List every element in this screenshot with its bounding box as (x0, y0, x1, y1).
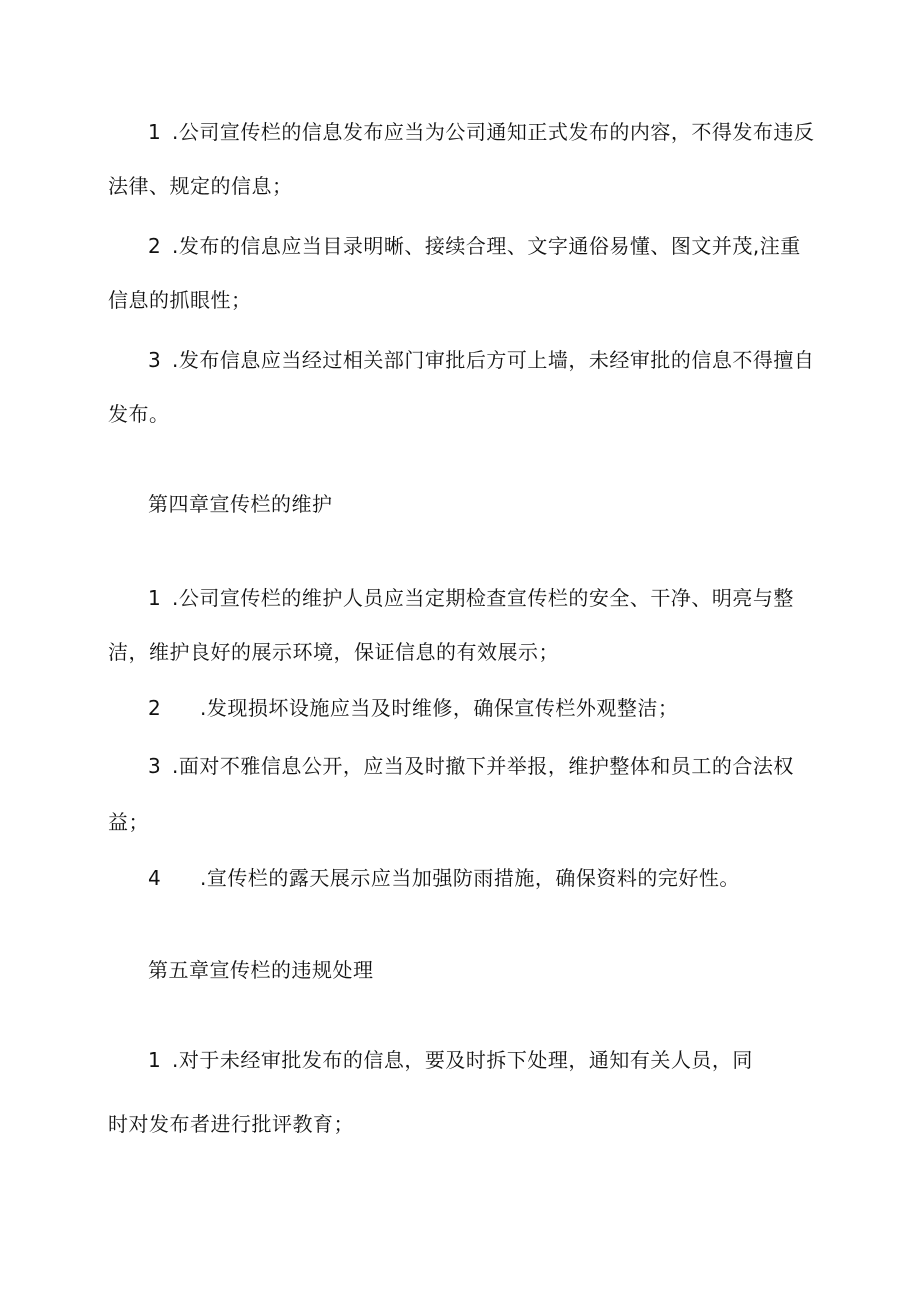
rule-text: .对于未经审批发布的信息，要及时拆下处理，通知有关人员，同 (172, 1048, 753, 1072)
rule-5-1-line-1 (148, 1046, 753, 1074)
chapter-5-heading: 第五章宣传栏的违规处理 (148, 958, 374, 982)
rule-4-3-line-2: 益； (108, 810, 149, 834)
rule-3-1-line-1 (148, 118, 814, 146)
rule-4-4-line-1 (148, 864, 740, 892)
rule-number: 1 (148, 120, 162, 144)
rule-3-3-line-2: 发布。 (108, 402, 170, 426)
rule-number: 3 (148, 754, 162, 778)
rule-text: .面对不雅信息公开，应当及时撤下并举报，维护整体和员工的合法权 (172, 754, 794, 778)
rule-number: 1 (148, 586, 162, 610)
rule-4-1-line-1 (148, 584, 794, 612)
rule-text: .公司宣传栏的维护人员应当定期检查宣传栏的安全、干净、明亮与整 (172, 586, 794, 610)
rule-3-1-line-2: 法律、规定的信息； (108, 174, 293, 198)
rule-number: 4 (148, 866, 162, 890)
rule-number: 1 (148, 1048, 162, 1072)
rule-text: .宣传栏的露天展示应当加强防雨措施，确保资料的完好性。 (200, 866, 740, 890)
rule-text: .公司宣传栏的信息发布应当为公司通知正式发布的内容，不得发布违反 (172, 120, 815, 144)
rule-4-1-line-2: 洁，维护良好的展示环境，保证信息的有效展示； (108, 640, 559, 664)
rule-number: 3 (148, 348, 162, 372)
rule-text: .发布信息应当经过相关部门审批后方可上墙，未经审批的信息不得擅自 (172, 348, 815, 372)
rule-4-2-line-1 (148, 694, 678, 722)
rule-3-2-line-1 (148, 232, 801, 260)
chapter-4-heading: 第四章宣传栏的维护 (148, 492, 333, 516)
rule-5-1-line-2: 时对发布者进行批评教育； (108, 1112, 354, 1136)
rule-3-2-line-2: 信息的抓眼性； (108, 288, 252, 312)
rule-text: .发布的信息应当目录明晰、接续合理、文字通俗易懂、图文并茂,注重 (172, 234, 801, 258)
rule-number: 2 (148, 234, 162, 258)
rule-3-3-line-1 (148, 346, 814, 374)
rule-number: 2 (148, 696, 162, 720)
rule-4-3-line-1 (148, 752, 794, 780)
rule-text: .发现损坏设施应当及时维修，确保宣传栏外观整洁； (200, 696, 679, 720)
